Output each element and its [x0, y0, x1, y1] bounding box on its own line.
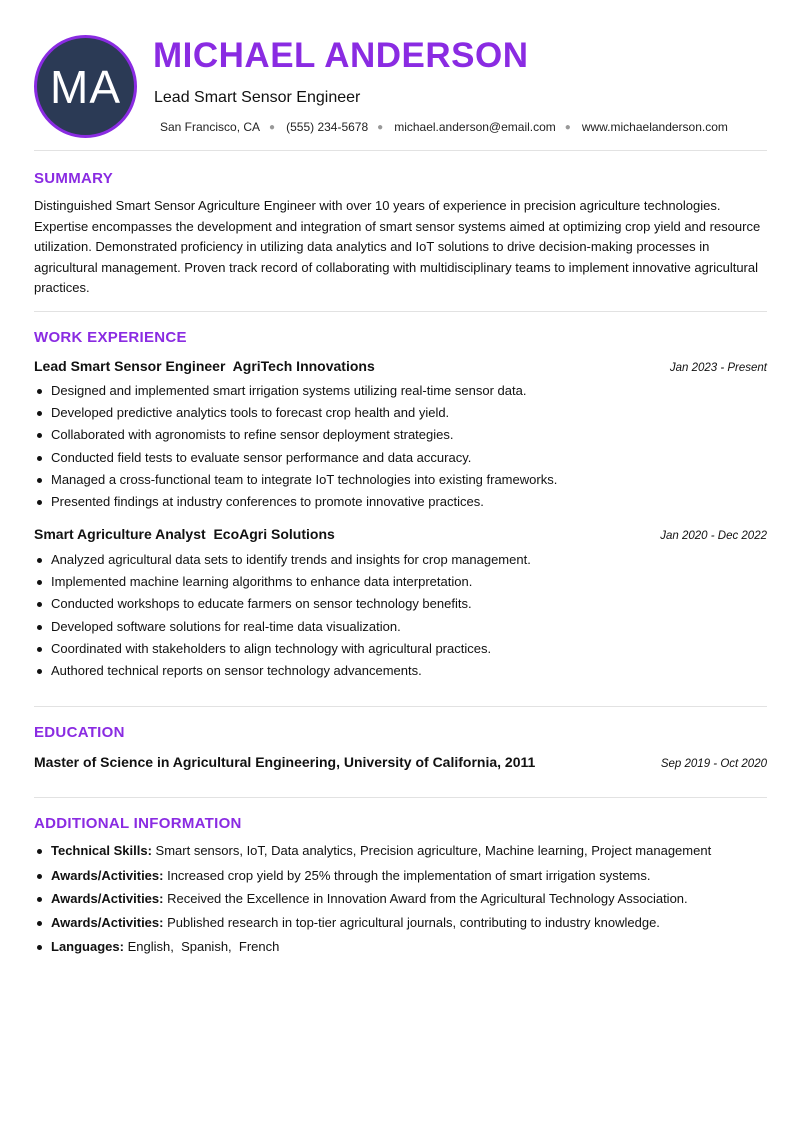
section-title-summary: SUMMARY — [34, 170, 114, 187]
contact-email[interactable]: michael.anderson@email.com — [394, 120, 556, 134]
list-item: Presented findings at industry conferences to promote innovative practices. — [51, 491, 767, 513]
item-label: Awards/Activities: — [51, 891, 164, 906]
job-dates: Jan 2023 - Present — [669, 362, 767, 374]
list-item: Designed and implemented smart irrigation systems utilizing real-time sensor data. — [51, 380, 767, 402]
item-text: Published research in top-tier agricultural journals, contributing to industry knowledge. — [167, 914, 660, 930]
contact-location: San Francisco, CA — [160, 120, 261, 134]
list-item — [51, 866, 767, 890]
list-item: Developed software solutions for real-time data visualization. — [51, 616, 767, 638]
education-entry — [34, 754, 767, 770]
item-text: Received the Excellence in Innovation Award from the Agricultural Technology Association. — [167, 891, 688, 906]
item-label: Languages: — [51, 939, 124, 954]
list-item — [51, 889, 767, 913]
separator-dot: ● — [269, 121, 276, 133]
summary-text: Distinguished Smart Sensor Agriculture Engineer with over 10 years of experience in precision agriculture technologies. Expertise encompasses the development and integration of smart sensor systems aimed at optimizing crop yield and resource utilization. Demonstrated proficiency in utilizing data analytics and IoT solutions to drive decision-making processes in agricultural management. Proven track record of collaborating with multidisciplinary teams to implement innovative agricultural practices. — [34, 198, 761, 295]
item-text: Increased crop yield by 25% through the implementation of smart irrigation systems. — [167, 867, 651, 883]
list-item: Conducted field tests to evaluate sensor performance and data accuracy. — [51, 447, 767, 469]
list-item — [51, 841, 767, 865]
list-item: Authored technical reports on sensor technology advancements. — [51, 660, 767, 682]
list-item: Developed predictive analytics tools to forecast crop health and yield. — [51, 402, 767, 424]
section-title-experience: WORK EXPERIENCE — [34, 329, 187, 346]
additional-list — [51, 841, 767, 961]
job-title: Smart Agriculture Analyst EcoAgri Solutions — [34, 526, 335, 542]
job-bullets — [51, 380, 767, 513]
divider — [34, 150, 767, 151]
item-label: Technical Skills: — [51, 843, 152, 858]
item-text: English, Spanish, French — [127, 939, 280, 954]
job-header — [34, 526, 767, 542]
list-item — [51, 937, 767, 961]
separator-dot: ● — [564, 121, 571, 133]
divider — [34, 311, 767, 312]
candidate-name: MICHAEL ANDERSON — [153, 36, 529, 75]
job-bullets — [51, 549, 767, 682]
divider — [34, 797, 767, 798]
item-text: Smart sensors, IoT, Data analytics, Precision agriculture, Machine learning, Project management — [155, 843, 712, 858]
contact-website[interactable]: www.michaelanderson.com — [581, 120, 728, 134]
list-item: Collaborated with agronomists to refine sensor deployment strategies. — [51, 424, 767, 446]
item-label: Awards/Activities: — [51, 914, 164, 930]
education-dates: Sep 2019 - Oct 2020 — [660, 758, 767, 770]
list-item: Implemented machine learning algorithms to enhance data interpretation. — [51, 571, 767, 593]
separator-dot: ● — [377, 121, 384, 133]
degree-title: Master of Science in Agricultural Engineering, University of California, 2011 — [34, 754, 536, 770]
divider — [34, 706, 767, 707]
section-title-education: EDUCATION — [34, 724, 125, 741]
list-item: Managed a cross-functional team to integrate IoT technologies into existing frameworks. — [51, 469, 767, 491]
list-item — [51, 913, 767, 937]
list-item: Analyzed agricultural data sets to identify trends and insights for crop management. — [51, 549, 767, 571]
list-item: Conducted workshops to educate farmers on sensor technology benefits. — [51, 593, 767, 615]
job-title: Lead Smart Sensor Engineer AgriTech Innovations — [34, 358, 375, 374]
list-item: Coordinated with stakeholders to align technology with agricultural practices. — [51, 638, 767, 660]
item-label: Awards/Activities: — [51, 867, 164, 883]
job-dates: Jan 2020 - Dec 2022 — [660, 530, 767, 542]
section-title-additional: ADDITIONAL INFORMATION — [34, 815, 242, 832]
avatar: MA — [34, 35, 137, 138]
contact-bar — [160, 120, 728, 134]
candidate-headline: Lead Smart Sensor Engineer — [154, 89, 361, 106]
job-header — [34, 358, 767, 374]
contact-phone[interactable]: (555) 234-5678 — [286, 120, 369, 134]
